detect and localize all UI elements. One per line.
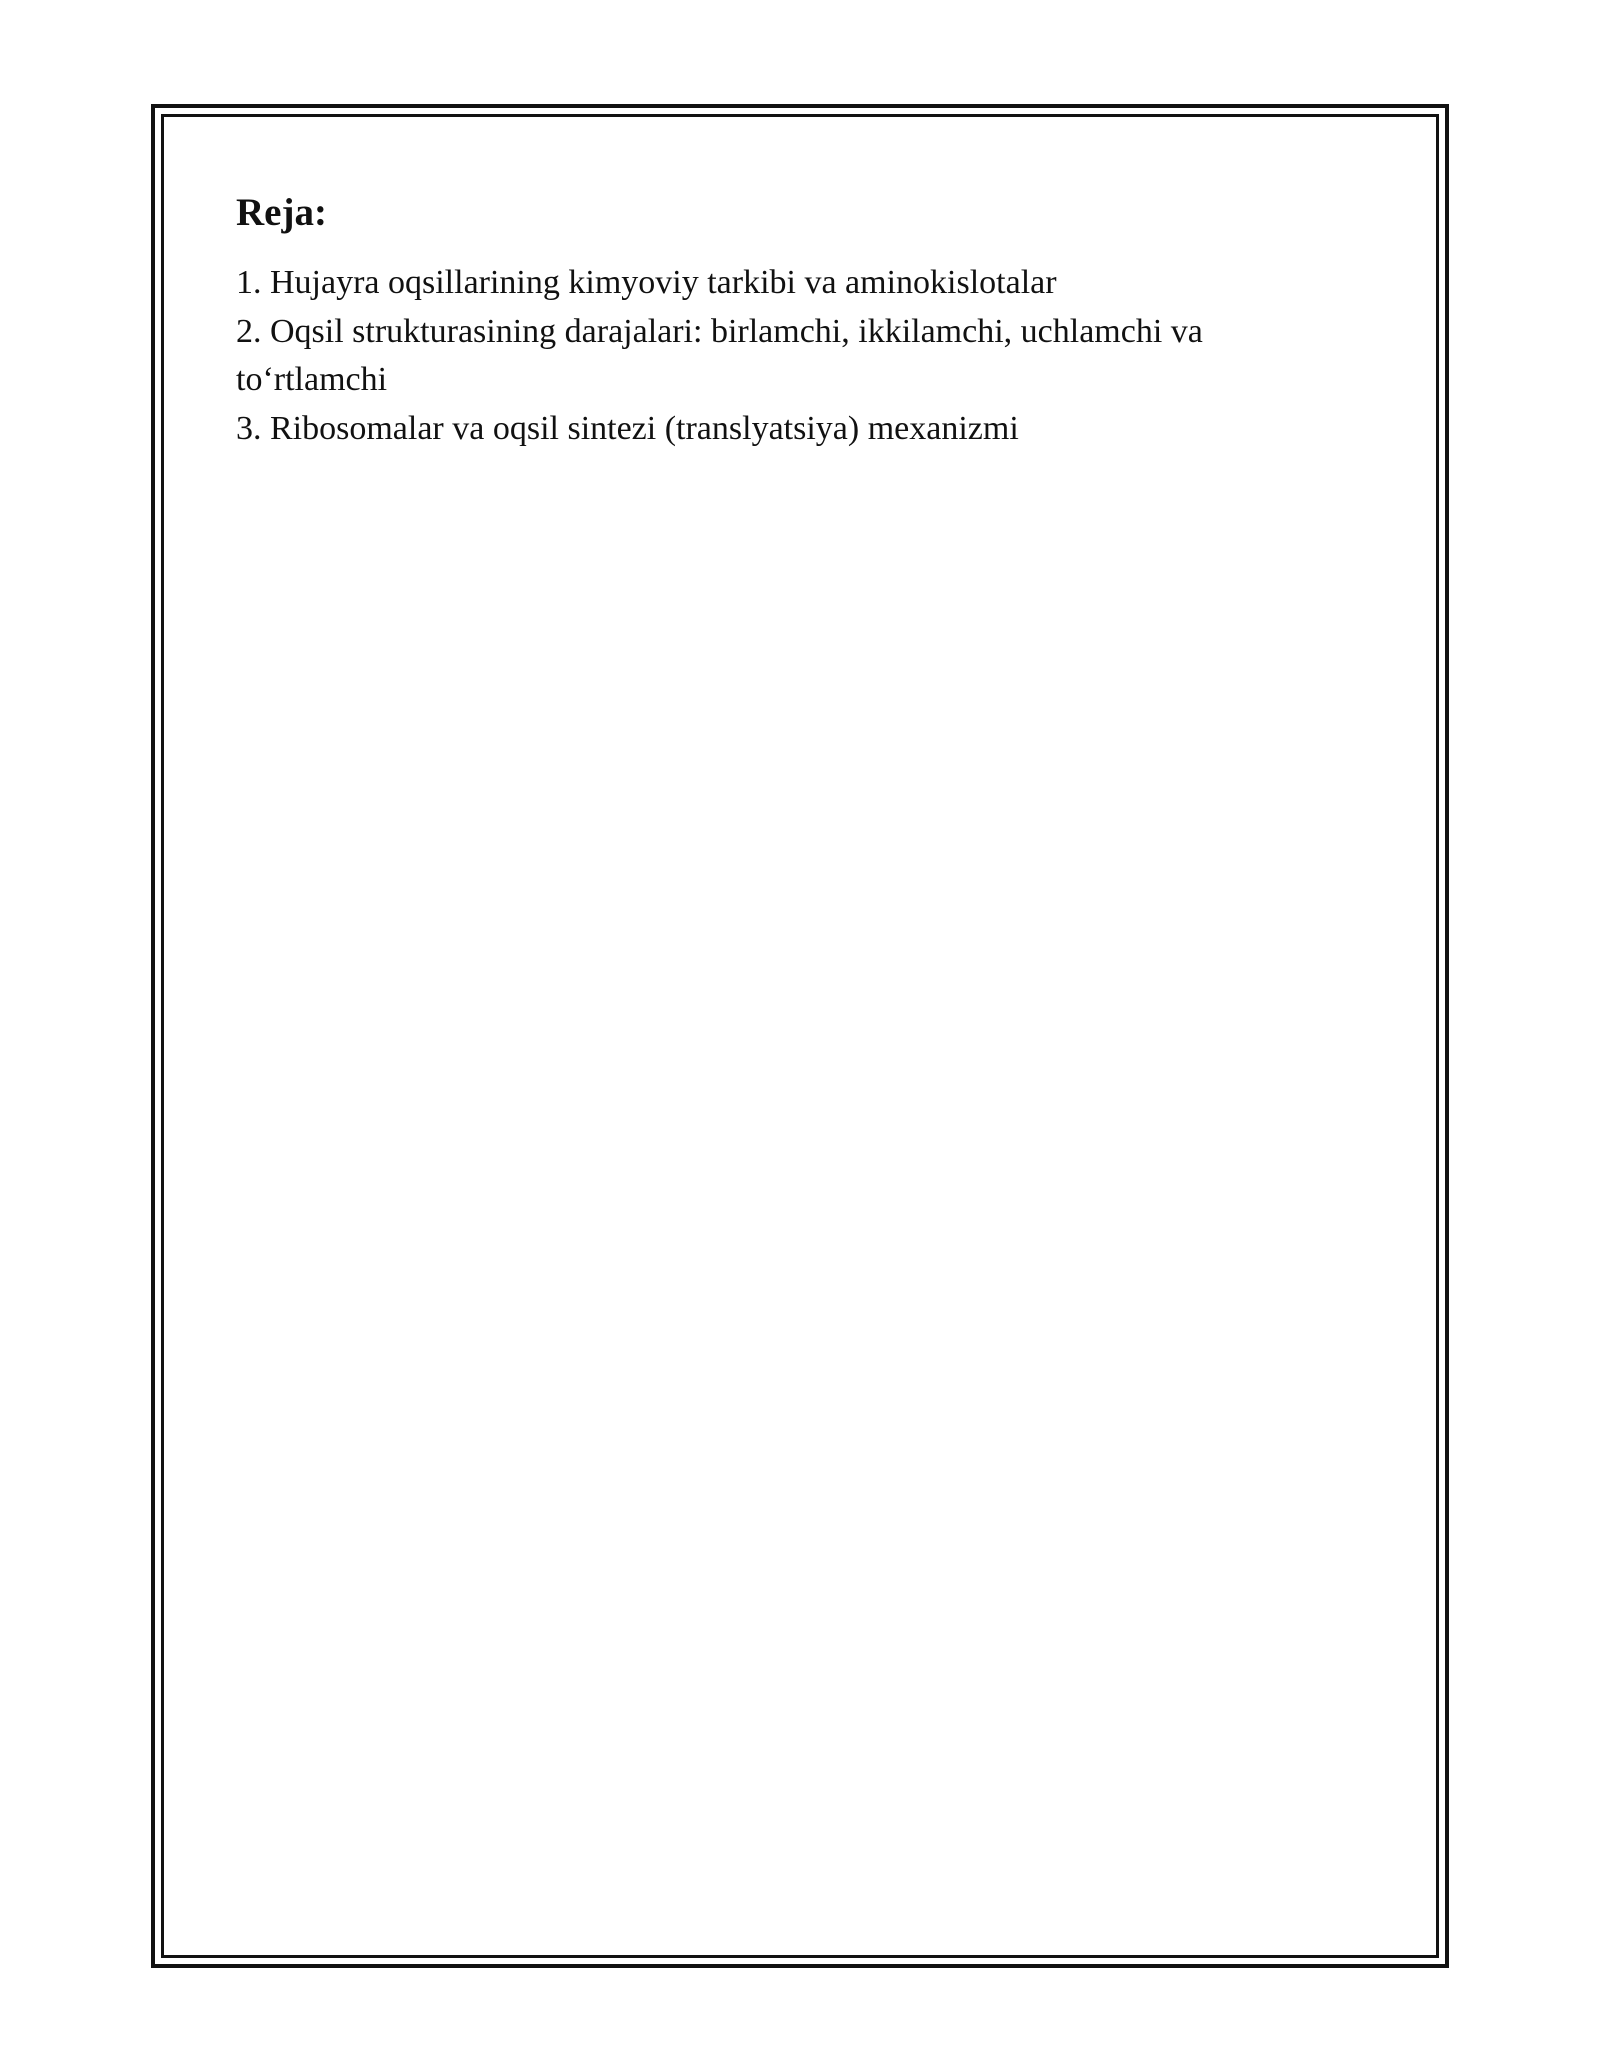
- plan-heading: Reja:: [236, 191, 327, 234]
- document-content: [236, 187, 1336, 453]
- plan-item-3: 3. Ribosomalar va oqsil sintezi (translyatsiya) mexanizmi: [236, 409, 1019, 447]
- plan-item-2: 2. Oqsil strukturasining darajalari: birlamchi, ikkilamchi, uchlamchi va to‘rtlamchi: [236, 312, 1203, 398]
- plan-item-1: 1. Hujayra oqsillarining kimyoviy tarkibi va aminokislotalar: [236, 264, 1057, 301]
- plan-list: [236, 259, 1336, 453]
